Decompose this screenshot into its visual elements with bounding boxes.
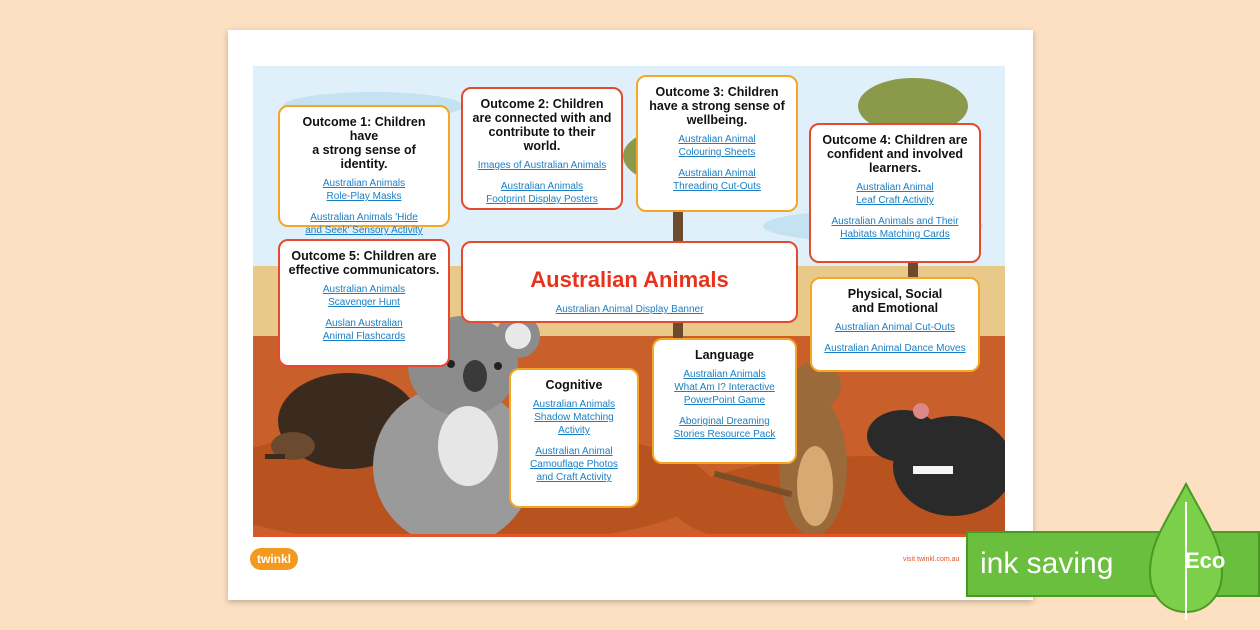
page-title: Australian Animals: [530, 267, 729, 292]
twinkl-logo: twinkl: [250, 548, 298, 570]
link-dreaming-stories[interactable]: Aboriginal Dreaming Stories Resource Pack: [673, 416, 776, 440]
eco-word: Eco: [1185, 548, 1226, 573]
box-heading: Language: [694, 348, 755, 362]
outcome-4-box: [809, 123, 981, 263]
link-shadow-matching[interactable]: Australian Animals Shadow Matching Activity: [532, 399, 616, 436]
eco-text: ink saving: [980, 547, 1114, 580]
footer-url: visit twinkl.com.au: [903, 556, 960, 563]
link-leaf-craft[interactable]: Australian Animal Leaf Craft Activity: [856, 182, 934, 206]
link-what-am-i[interactable]: Australian Animals What Am I? Interactive PowerPoint Game: [674, 369, 775, 406]
box-heading: Outcome 4: Children are confident and involved learners.: [822, 133, 968, 175]
link-scavenger-hunt[interactable]: Australian Animals Scavenger Hunt: [322, 284, 406, 308]
link-camouflage-photos[interactable]: Australian Animal Camouflage Photos and Craft Activity: [530, 446, 618, 483]
outcome-3-box: [636, 75, 798, 212]
box-heading: Outcome 3: Children have a strong sense of wellbeing.: [649, 85, 785, 127]
box-heading: Cognitive: [545, 378, 603, 392]
outcome-1-box: [278, 105, 450, 236]
link-colouring-sheets[interactable]: Australian Animal Colouring Sheets: [678, 134, 756, 158]
link-auslan-flashcards[interactable]: Auslan Australian Animal Flashcards: [322, 318, 406, 342]
link-threading-cut-outs[interactable]: Australian Animal Threading Cut-Outs: [673, 168, 761, 192]
outcome-2-box: [461, 87, 623, 210]
link-habitats-matching[interactable]: Australian Animals and Their Habitats Matching Cards: [831, 216, 959, 240]
box-heading: Outcome 2: Children are connected with and contribute to their world.: [472, 97, 612, 153]
physical-social-box: [810, 277, 980, 372]
link-dance-moves[interactable]: Australian Animal Dance Moves: [824, 343, 966, 354]
link-cut-outs[interactable]: Australian Animal Cut-Outs: [834, 322, 956, 333]
link-hide-and-seek[interactable]: Australian Animals 'Hide and Seek' Sensory Activity: [305, 212, 423, 236]
outcome-5-box: [278, 239, 450, 367]
title-banner-box: [461, 241, 798, 323]
language-box: [652, 338, 797, 464]
link-role-play-masks[interactable]: Australian Animals Role-Play Masks: [322, 178, 406, 202]
cognitive-box: [509, 368, 639, 508]
link-display-banner[interactable]: Australian Animal Display Banner: [555, 304, 704, 315]
link-footprint-posters[interactable]: Australian Animals Footprint Display Posters: [486, 181, 598, 205]
box-heading: Outcome 1: Children have a strong sense of identity.: [302, 115, 426, 171]
box-heading: Outcome 5: Children are effective communicators.: [288, 249, 440, 277]
box-heading: Physical, Social and Emotional: [847, 287, 943, 315]
link-images[interactable]: Images of Australian Animals: [477, 160, 607, 171]
